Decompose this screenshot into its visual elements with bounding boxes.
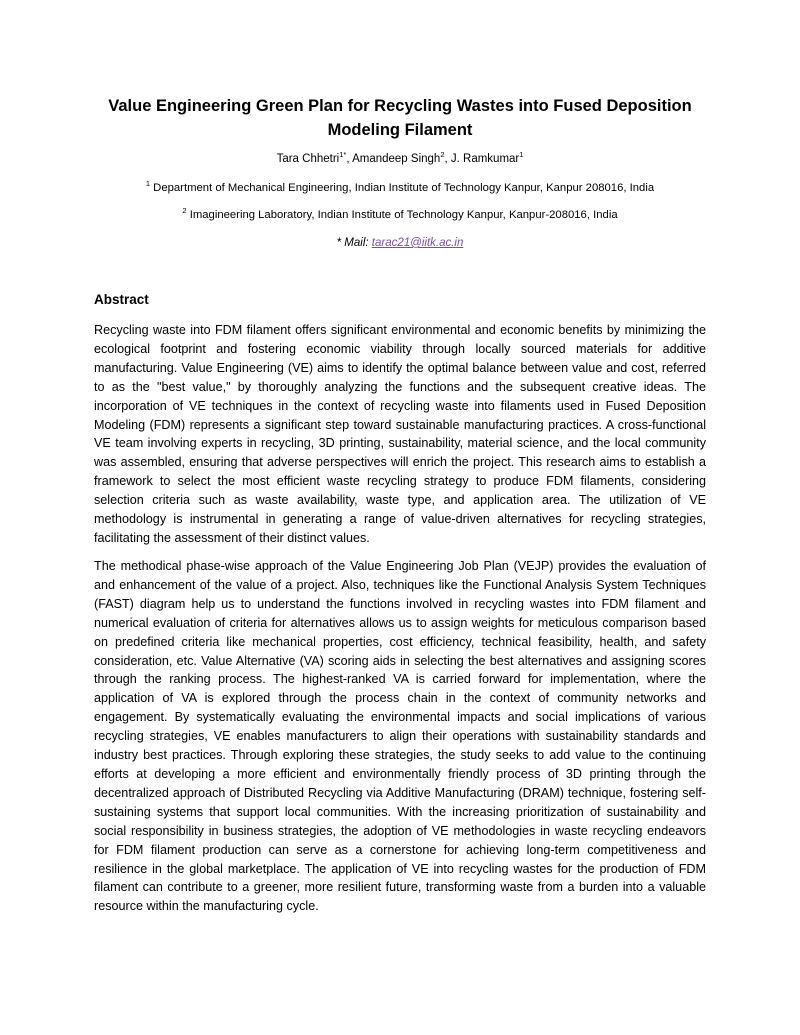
author-name: Tara Chhetri (276, 153, 340, 165)
mail-label: * Mail: (336, 237, 372, 249)
abstract-heading: Abstract (94, 292, 149, 307)
author-name: J. Ramkumar (450, 153, 520, 165)
affiliation-text: Imagineering Laboratory, Indian Institute of Technology Kanpur, Kanpur-208016, India (189, 209, 618, 221)
author-affiliation-marker: 1* (339, 150, 347, 160)
affiliation-1 (60, 180, 740, 196)
abstract-paragraph: The methodical phase-wise approach of the Value Engineering Job Plan (VEJP) provides the evaluation of and enhancement of the value of a project. Also, techniques like the Functional Analysis System Techniques (FAST) diagram help us to understand the functions involved in recycling wastes into FDM filament and numerical evaluation of criteria for alternatives allows us to assign weights for meticulous comparison based on predefined criteria like mechanical properties, cost efficiency, technical feasibility, health, and safety consideration, etc. Value Alternative (VA) scoring aids in selecting the best alternatives and assigning scores through the ranking process. The highest-ranked VA is carried forward for implementation, where the application of VA is explored through the process chain in the context of community networks and engagement. By systematically evaluating the environmental impacts and social implications of various recycling strategies, VE enables manufacturers to align their operations with sustainability standards and industry best practices. Through exploring these strategies, the study seeks to add value to the continuing efforts at developing a more efficient and environmentally friendly process of 3D printing through the decentralized approach of Distributed Recycling via Additive Manufacturing (DRAM) technique, fostering self-sustaining systems that support local communities. With the increasing prioritization of sustainability and social responsibility in business strategies, the adoption of VE methodologies in waste recycling endeavors for FDM filament production can serve as a cornerstone for achieving long-term competitiveness and resilience in the global marketplace. The application of VE into recycling wastes for the production of FDM filament can contribute to a greener, more resilient future, transforming waste from a burden into a valuable resource within the manufacturing cycle. (94, 559, 706, 914)
affiliation-marker: 2 (182, 206, 187, 216)
affiliation-text: Department of Mechanical Engineering, Indian Institute of Technology Kanpur, Kanpur 208016, India (153, 182, 655, 194)
abstract-paragraph: Recycling waste into FDM filament offers significant environmental and economic benefits by minimizing the ecological footprint and fostering economic viability through locally sourced materials for additive manufacturing. Value Engineering (VE) aims to identify the optimal balance between value and cost, referred to as the "best value," by thoroughly analyzing the functions and the subsequent creative ideas. The incorporation of VE techniques in the context of recycling waste into filaments used in Fused Deposition Modeling (FDM) represents a significant step toward sustainable manufacturing practices. A cross-functional VE team involving experts in recycling, 3D printing, sustainability, material science, and the local community was assembled, ensuring that adverse perspectives will enrich the project. This research aims to establish a framework to select the most efficient waste recycling strategy to produce FDM filaments, considering selection criteria such as waste availability, waste type, and application area. The utilization of VE methodology is instrumental in generating a range of value-driven alternatives for recycling strategies, facilitating the assessment of their distinct values. (94, 323, 706, 545)
affiliation-2 (60, 207, 740, 223)
author-list (100, 151, 700, 167)
corresponding-mail (100, 235, 700, 251)
author-separator: , (346, 153, 353, 165)
paper-title: Value Engineering Green Plan for Recycling Wastes into Fused Deposition Modeling Filament (108, 97, 692, 139)
author-affiliation-marker: 2 (440, 150, 445, 160)
author-affiliation-marker: 1 (519, 150, 524, 160)
author-separator: , (444, 153, 451, 165)
affiliation-marker: 1 (145, 179, 151, 189)
author-name: Amandeep Singh (352, 153, 441, 165)
email-link[interactable]: tarac21@iitk.ac.in (371, 237, 464, 249)
